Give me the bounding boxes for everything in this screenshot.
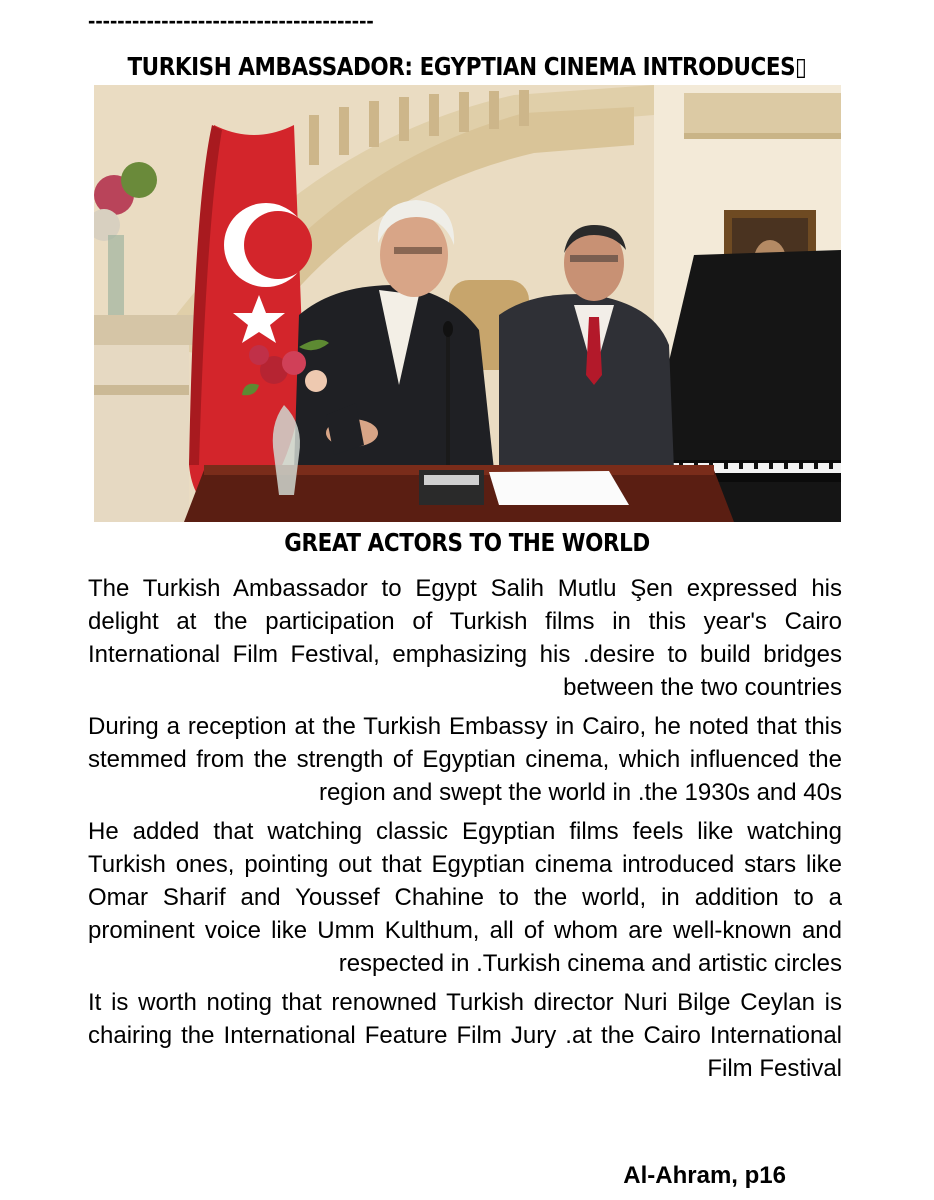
headline-top: TURKISH AMBASSADOR: EGYPTIAN CINEMA INTRODUCES▯ xyxy=(127,52,807,81)
headline-bottom: GREAT ACTORS TO THE WORLD xyxy=(284,528,650,557)
paragraph-2: During a reception at the Turkish Embassy in Cairo, he noted that this stemmed from the strength of Egyptian cinema, which influenced the region and swept the world in .the 1930s and 40s xyxy=(88,713,842,806)
paragraph-3: He added that watching classic Egyptian films feels like watching Turkish ones, pointing out that Egyptian cinema introduced stars like Omar Sharif and Youssef Chahine to the world, in addition to a prominent voice like Umm Kulthum, all of whom are well-known and respected in .Turkish cinema and artistic circles xyxy=(88,818,842,977)
article-photo xyxy=(94,85,841,522)
paragraph-1: The Turkish Ambassador to Egypt Salih Mutlu Şen expressed his delight at the participation of Turkish films in this year's Cairo International Film Festival, emphasizing his .desire to build bridges between the two countries xyxy=(88,575,842,701)
paragraph-4: It is worth noting that renowned Turkish director Nuri Bilge Ceylan is chairing the International Feature Film Jury .at the Cairo International Film Festival xyxy=(88,989,842,1082)
reception-photo-icon xyxy=(94,85,841,522)
source-citation: Al-Ahram, p16 xyxy=(623,1162,786,1189)
separator-dashes: --------------------------------------- xyxy=(88,8,374,33)
article-body xyxy=(88,572,842,1091)
